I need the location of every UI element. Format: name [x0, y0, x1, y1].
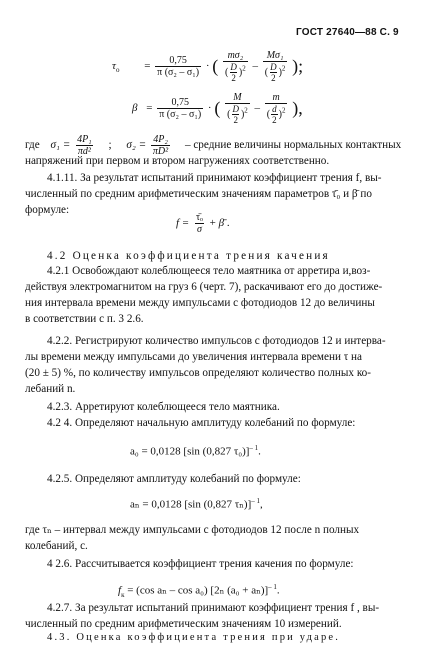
paragraph-line: 4.2.1 Освобождают колеблющееся тело маятника от арретира и,воз- [47, 265, 371, 277]
page-header: ГОСТ 27640—88 С. 9 [296, 27, 399, 38]
paragraph-line: формуле: [25, 204, 70, 216]
paragraph-line: 4.2.5. Определяют амплитуду колебаний по формуле: [47, 473, 301, 485]
formula-a0: a₀ = 0,0128 [sin (0,827 τ₀)]$^{- 1}$. [130, 444, 261, 458]
formula-f: f = $\frac{\text{τ̄ₒ}}{\sigma}$ + β̄ . [176, 212, 230, 235]
paragraph-line: колебаний, с. [25, 540, 88, 552]
formula-tau0: $\tau_o$ = $\frac{0,75}{\text{π (σ₂ – σ₁)}}$ · ( mσ₂ ( $\frac{D}{2}$ )$^2$ – Mσ₁ ( $\frac{D}{2}$ )$^2$ ); [112, 50, 304, 83]
section-heading: 4.2 Оценка коэффициента трения качения [47, 250, 330, 262]
paragraph-line: 4.2.3. Арретируют колеблющееся тело маятника. [47, 401, 280, 413]
formula-tau0-lhs: τ [112, 60, 116, 73]
formula-tau0-term1: mσ₂ ( $\frac{D}{2}$ )$^2$ [225, 50, 246, 83]
paragraph-line: 4.2.2. Регистрируют количество импульсов с фотодиодов 12 и интерва- [47, 335, 386, 347]
formula-fk: $f_к = (\cos$ aₙ – cos a₀) [2ₙ (a₀ + aₙ)]$^{- 1}$. [118, 583, 280, 599]
paragraph-line: где τₙ – интервал между импульсами с фотодиодов 12 после n полных [25, 524, 360, 536]
paragraph-line: лы времени между импульсами до увеличения интервала времени τ на [25, 351, 362, 363]
formula-beta-lhs: β [132, 102, 138, 115]
section-heading: 4.3. Оценка коэффициента трения при ударе. [47, 632, 341, 643]
formula-tau0-term2: Mσ₁ ( $\frac{D}{2}$ )$^2$ [264, 50, 286, 83]
paragraph-line: напряжений при первом и втором нагружениях соответственно. [25, 155, 330, 167]
paragraph-line: в соответствии с п. 3 2.6. [25, 313, 144, 325]
formula-beta-term1: M ( $\frac{D}{2}$ )$^2$ [227, 92, 248, 125]
formula-beta: β = $\frac{0,75}{\text{π (σ₂ – σ₁)}}$ · ( M ( $\frac{D}{2}$ )$^2$ – m ( $\frac{d}{2}$ )$^2$ ), [132, 92, 303, 125]
paragraph-line: 4.2.7. За результат испытаний принимают коэффициент трения f , вы- [47, 602, 380, 614]
paragraph-line: лебаний n. [25, 383, 76, 395]
formula-beta-coef: $\frac{0,75}{\text{π (σ₂ – σ₁)}}$ [159, 97, 202, 120]
paragraph-line: 4.2 4. Определяют начальную амплитуду колебаний по формуле: [47, 417, 356, 429]
paragraph-line: 4 2.6. Рассчитывается коэффициент трения качения по формуле: [47, 558, 354, 570]
paragraph-line: (20 ± 5) %, по количеству импульсов определяют количество полных ко- [25, 367, 372, 379]
where-sigma-line: где σ₁ = $\frac{\text{4P₁}}{\text{πd²}}$ ; σ₂ = $\frac{\text{4P₂}}{\text{πD²}}$ – средние величины нормальных контактных [25, 134, 402, 157]
paragraph-line: численный по средним арифметическим значениям параметров τ̄₀ и β̄ по [25, 188, 372, 200]
paragraph-line: численный по средним арифметическим значениям 10 измерений. [25, 618, 342, 630]
paragraph-line: ния интервала времени между импульсами с фотодиодов 12 до величины [25, 297, 375, 309]
formula-tau0-coef: $\frac{0,75}{\text{π (σ₂ – σ₁)}}$ [157, 55, 200, 78]
paragraph-line: 4.1.11. За результат испытаний принимают коэффициент трения f, вы- [47, 172, 382, 184]
formula-an: aₙ = 0,0128 [sin (0,827 τₙ)]$^{- 1}$, [130, 497, 263, 511]
paragraph-line: действуя электромагнитом на груз 6 (черт. 7), раскачивают его до достиже- [25, 281, 383, 293]
formula-beta-term2: m ( $\frac{d}{2}$ )$^2$ [266, 92, 286, 125]
